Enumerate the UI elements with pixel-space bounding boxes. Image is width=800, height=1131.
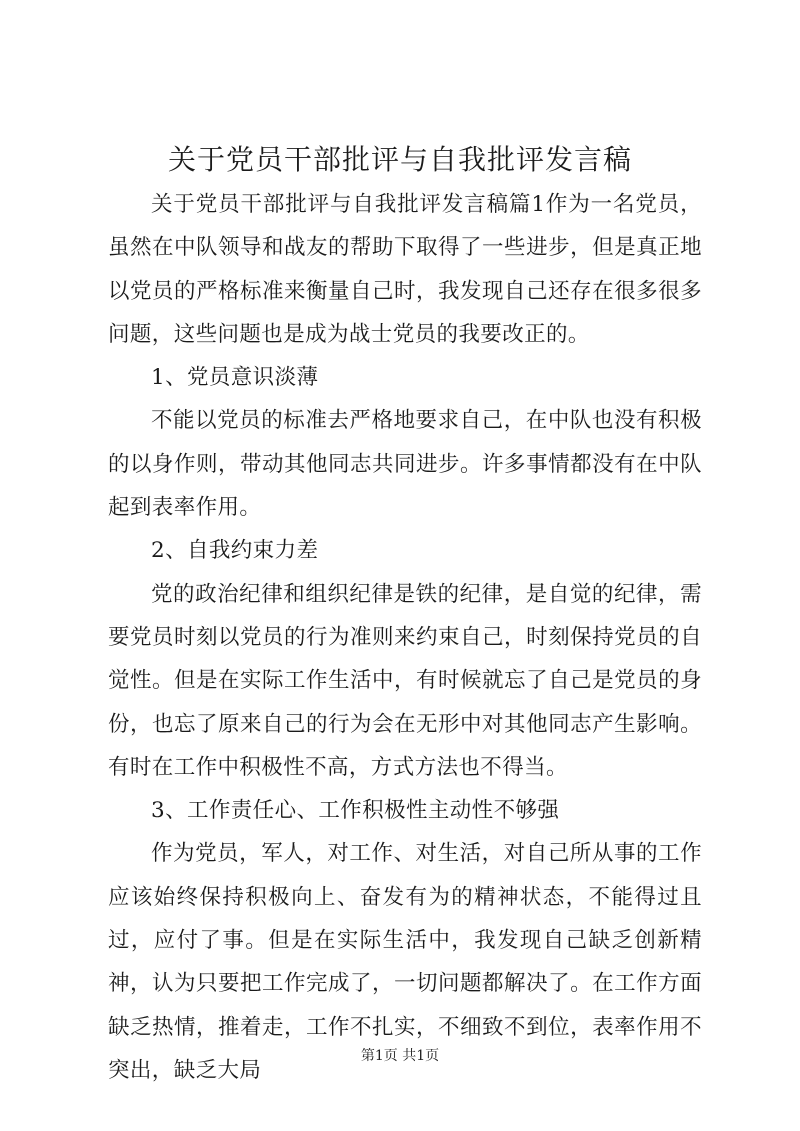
page-footer: 第1页 共1页 (360, 1048, 440, 1064)
section-heading: 3、工作责任心、工作积极性主动性不够强 (151, 798, 560, 824)
body-paragraph: 不能以党员的标准去严格地要求自己，在中队也没有积极的以身作则，带动其他同志共同进步。许多事情都没有在中队起到表率作用。 (108, 408, 702, 521)
section-heading: 2、自我约束力差 (151, 538, 319, 564)
document-body (108, 183, 702, 1092)
body-paragraph: 作为党员，军人，对工作、对生活，对自己所从事的工作应该始终保持积极向上、奋发有为的精神状态，不能得过且过，应付了事。但是在实际生活中，我发现自己缺乏创新精神，认为只要把工作完成了，一切问题都解决了。在工作方面缺乏热情，推着走，工作不扎实，不细致不到位，表率作用不突出，缺乏大局 (108, 841, 702, 1083)
section-heading: 1、党员意识淡薄 (151, 365, 319, 391)
body-paragraph: 党的政治纪律和组织纪律是铁的纪律，是自觉的纪律，需要党员时刻以党员的行为准则来约束自己，时刻保持党员的自觉性。但是在实际工作生活中，有时候就忘了自己是党员的身份，也忘了原来自己的行为会在无形中对其他同志产生影响。有时在工作中积极性不高，方式方法也不得当。 (108, 581, 702, 780)
document-title: 关于党员干部批评与自我批评发言稿 (167, 143, 632, 176)
body-paragraph: 关于党员干部批评与自我批评发言稿篇1作为一名党员，虽然在中队领导和战友的帮助下取得了一些进步，但是真正地以党员的严格标准来衡量自己时，我发现自己还存在很多很多问题，这些问题也是成为战士党员的我要改正的。 (108, 192, 702, 347)
